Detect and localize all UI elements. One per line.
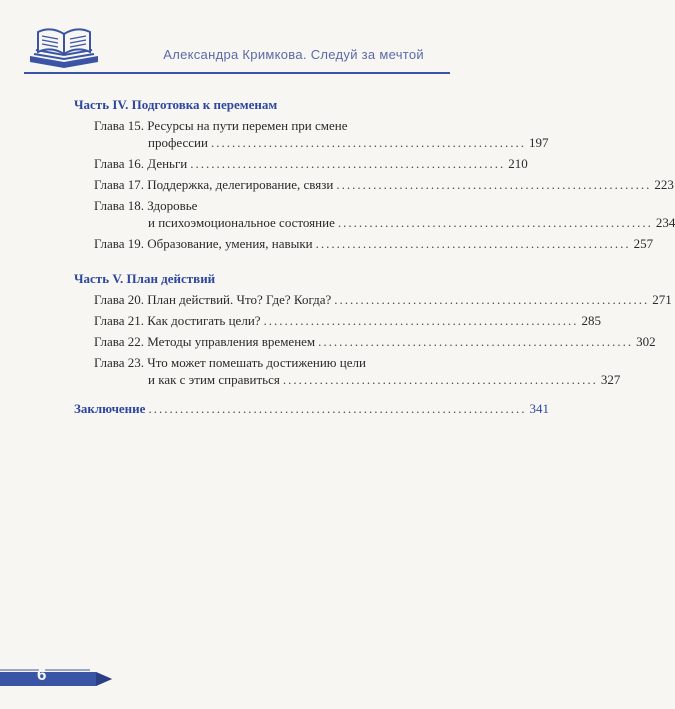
part-title: Часть IV. Подготовка к переменам — [74, 97, 278, 112]
open-book-icon — [24, 22, 104, 72]
header-rule — [24, 72, 450, 74]
chapter-label: Глава 17. — [94, 177, 145, 192]
chapter-title: Образование, умения, навыки — [147, 236, 313, 251]
chapter-title: Здоровье — [147, 198, 198, 213]
chapter-label: Глава 19. — [94, 236, 145, 251]
page-number: 223 — [654, 177, 674, 192]
chapter-title: и как с этим справиться — [148, 372, 280, 387]
page-number: 197 — [528, 135, 549, 150]
chapter-label: Глава 22. — [94, 334, 145, 349]
page-number: 257 — [633, 236, 654, 251]
chapter-title: Что может помешать достижению цели — [147, 355, 366, 370]
page-number: 234 — [655, 215, 675, 230]
chapter-label: Глава 16. — [94, 156, 145, 171]
page-number: 302 — [636, 334, 656, 349]
chapter-title: План действий. Что? Где? Когда? — [147, 292, 332, 307]
chapter-title: профессии — [148, 135, 208, 150]
page-number: 271 — [652, 292, 672, 307]
chapter-label: Глава 15. — [94, 118, 145, 133]
conclusion-title: Заключение — [74, 401, 146, 416]
pen-icon — [0, 668, 120, 690]
toc-entry: Глава 15. Ресурсы на пути перемен при смене профессии ............................................................ 197 — [94, 118, 549, 150]
chapter-title: Поддержка, делегирование, связи — [147, 177, 334, 192]
chapter-label: Глава 18. — [94, 198, 145, 213]
part-title: Часть V. План действий — [74, 271, 216, 286]
chapter-label: Глава 21. — [94, 313, 145, 328]
running-title: Александра Кримкова. Следуй за мечтой — [163, 47, 424, 62]
page-number-footer: 6 — [37, 665, 47, 684]
chapter-title: Как достигать цели? — [147, 313, 261, 328]
page-number: 327 — [600, 372, 621, 387]
page-number: 341 — [529, 401, 549, 416]
page-number: 210 — [508, 156, 528, 171]
chapter-title: Методы управления временем — [147, 334, 316, 349]
chapter-title: Ресурсы на пути перемен при смене — [147, 118, 348, 133]
toc-entry: Глава 18. Здоровье и психоэмоциональное состояние ............................................................ 234 — [94, 198, 675, 230]
toc-entry: Глава 23. Что может помешать достижению цели и как с этим справиться ............................................................ 327 — [94, 355, 621, 387]
toc-entry: Глава 17. Поддержка, делегирование, связи ............................................................ 223 — [94, 177, 674, 192]
chapter-label: Глава 23. — [94, 355, 145, 370]
toc-entry: Глава 22. Методы управления временем ............................................................ 302 — [94, 334, 656, 349]
chapter-label: Глава 20. — [94, 292, 145, 307]
toc-entry: Глава 16. Деньги ............................................................ 210 — [94, 156, 528, 171]
table-of-contents — [74, 96, 675, 417]
page-number: 285 — [581, 313, 602, 328]
toc-entry: Глава 20. План действий. Что? Где? Когда? ............................................................ 271 — [94, 292, 672, 307]
chapter-title: и психоэмоциональное состояние — [148, 215, 335, 230]
toc-entry: Глава 21. Как достигать цели? ............................................................ 285 — [94, 313, 602, 328]
toc-entry: Глава 19. Образование, умения, навыки ............................................................ 257 — [94, 236, 654, 251]
chapter-title: Деньги — [147, 156, 188, 171]
toc-conclusion: Заключение ........................................................................ 341 — [74, 401, 549, 416]
